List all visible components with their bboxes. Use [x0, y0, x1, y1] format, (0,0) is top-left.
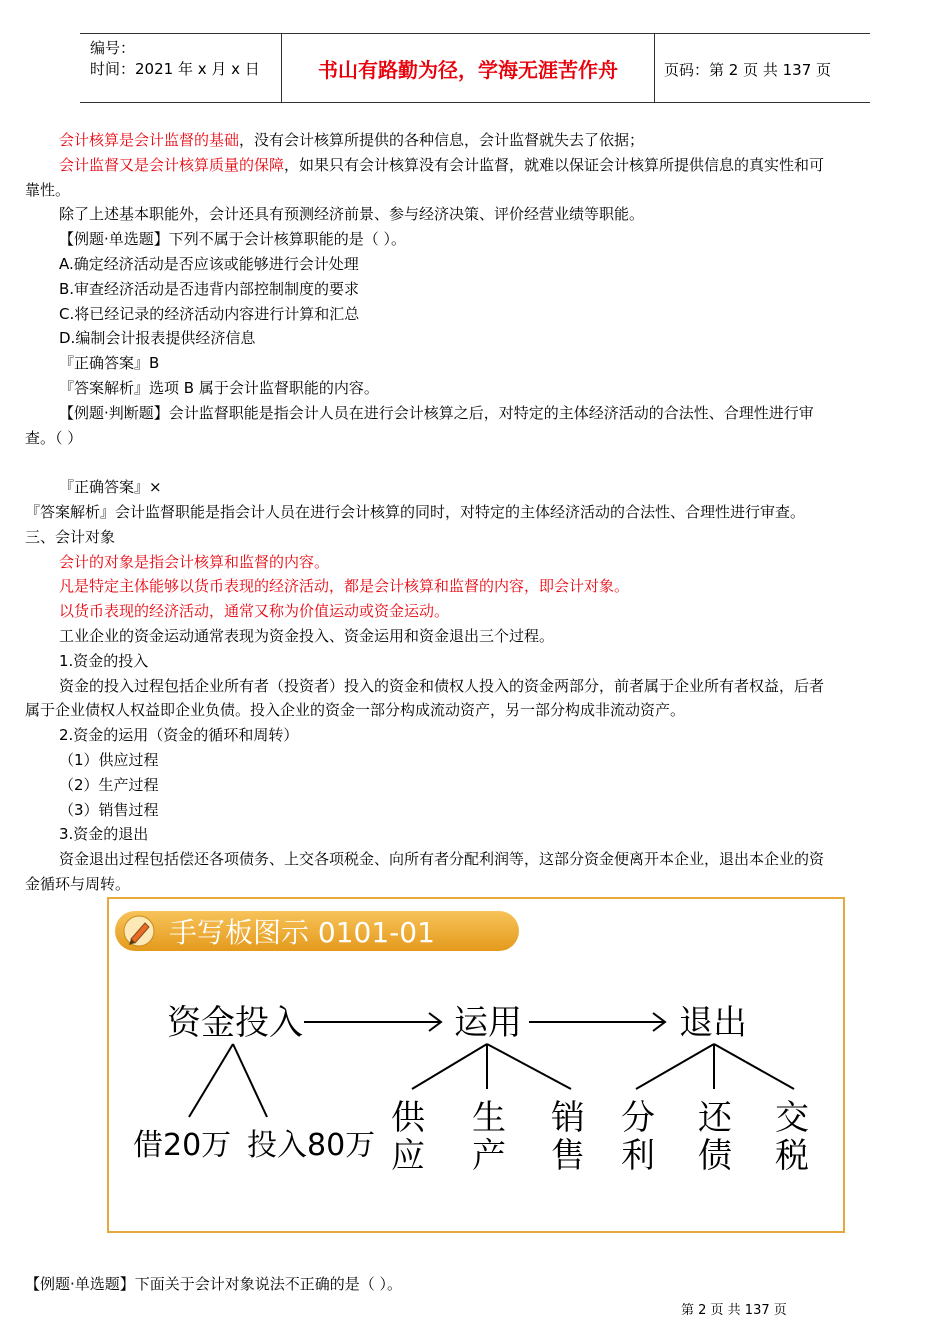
header-motto: 书山有路勤为径，学海无涯苦作舟 [318, 58, 618, 82]
child-label-5: 还债 [698, 1098, 732, 1176]
use-branches [412, 1044, 571, 1089]
child-borrow: 借20万 [133, 1128, 232, 1163]
header-page-info: 页码：第 2 页 共 137 页 [664, 61, 832, 79]
answer-analysis: 『答案解析』会计监督职能是指会计人员在进行会计核算的同时，对特定的主体经济活动的合法性、合理性进行审查。 [25, 502, 806, 521]
paragraph: 会计监督又是会计核算质量的保障，如果只有会计核算没有会计监督，就难以保证会计核算所提供信息的真实性和可 [59, 155, 825, 174]
option-d: D.编制会计报表提供经济信息 [59, 329, 256, 348]
subheading: 2.资金的运用（资金的循环和周转） [59, 726, 299, 745]
exit-branches [636, 1044, 794, 1089]
node-use: 运用 [454, 1003, 522, 1043]
list-item: （2）生产过程 [59, 775, 159, 794]
date-label: 时间：2021 年 x 月 x 日 [90, 60, 260, 78]
paragraph: 属于企业债权人权益即企业负债。投入企业的资金一部分构成流动资产，另一部分构成非流动资产。 [25, 701, 686, 720]
code-label: 编号： [90, 39, 136, 57]
section-heading: 三、会计对象 [25, 527, 116, 546]
red-statement: 凡是特定主体能够以货币表现的经济活动，都是会计核算和监督的内容，即会计对象。 [59, 577, 630, 596]
child-label-1: 供应 [391, 1098, 425, 1176]
paragraph: 资金退出过程包括偿还各项债务、上交各项税金、向所有者分配利润等，这部分资金便离开本企业，退出本企业的资 [59, 850, 825, 869]
handwriting-figure [107, 897, 845, 1233]
option-c: C.将已经记录的经济活动内容进行计算和汇总 [59, 304, 360, 323]
invest-branches [189, 1044, 267, 1117]
child-label-6: 交税 [775, 1098, 809, 1176]
question-heading: 【例题·单选题】下列不属于会计核算职能的是（ ）。 [59, 230, 407, 249]
child-label-2: 生产 [472, 1098, 506, 1176]
child-invest: 投入80万 [247, 1128, 376, 1163]
answer: 『正确答案』B [59, 354, 160, 373]
list-item: （3）销售过程 [59, 800, 159, 819]
paragraph: 查。（ ） [25, 428, 83, 447]
paragraph: 除了上述基本职能外，会计还具有预测经济前景、参与经济决策、评价经营业绩等职能。 [59, 205, 645, 224]
question-heading: 【例题·判断题】会计监督职能是指会计人员在进行会计核算之后，对特定的主体经济活动的合法性、合理性进行审 [59, 403, 814, 422]
subheading: 1.资金的投入 [59, 651, 149, 670]
child-label-3: 销售 [551, 1098, 585, 1176]
child-label-4: 分利 [621, 1098, 655, 1176]
header-divider [654, 34, 655, 102]
vertical-labels [391, 1098, 809, 1176]
option-b: B.审查经济活动是否违背内部控制制度的要求 [59, 279, 360, 298]
list-item: （1）供应过程 [59, 750, 159, 769]
paragraph: 靠性。 [25, 180, 71, 199]
node-exit: 退出 [679, 1003, 747, 1043]
question-line: 【例题·单选题】下面关于会计对象说法不正确的是（ ）。 [25, 1275, 403, 1293]
red-statement: 会计的对象是指会计核算和监督的内容。 [59, 552, 330, 571]
paragraph: 金循环与周转。 [25, 874, 131, 893]
page-footer: 第 2 页 共 137 页 [681, 1303, 787, 1318]
blank-line [25, 450, 915, 475]
answer: 『正确答案』× [59, 478, 162, 497]
node-invest: 资金投入 [167, 1003, 303, 1043]
paragraph: 会计核算是会计监督的基础，没有会计核算所提供的各种信息，会计监督就失去了依据； [59, 131, 645, 149]
fund-flow-diagram [109, 899, 843, 1231]
figure-title: 手写板图示 0101-01 [169, 916, 435, 949]
arrow-icon [529, 1013, 665, 1031]
header-meta [90, 38, 260, 80]
paragraph: 工业企业的资金运动通常表现为资金投入、资金运用和资金退出三个过程。 [59, 626, 555, 645]
red-statement: 以货币表现的经济活动，通常又称为价值运动或资金运动。 [59, 602, 450, 621]
answer-analysis: 『答案解析』选项 B 属于会计监督职能的内容。 [59, 378, 379, 397]
body-text [25, 128, 915, 897]
arrow-icon [304, 1013, 441, 1031]
paragraph: 资金的投入过程包括企业所有者（投资者）投入的资金和债权人投入的资金两部分，前者属于企业所有者权益，后者 [59, 676, 825, 695]
page-header [80, 33, 870, 103]
option-a: A.确定经济活动是否应该或能够进行会计处理 [59, 254, 359, 273]
pencil-icon [124, 916, 154, 946]
subheading: 3.资金的退出 [59, 825, 149, 844]
